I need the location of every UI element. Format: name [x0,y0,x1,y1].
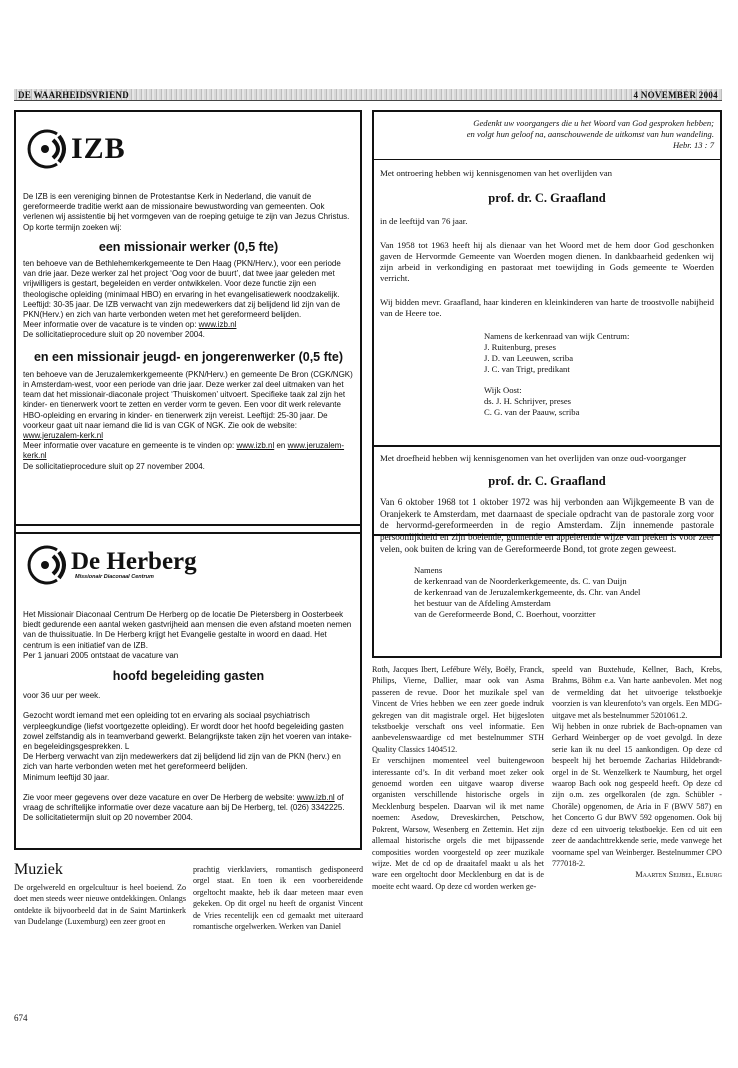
herberg-body-2: De Herberg verwacht van zijn medewerkers dat zij belijdend lid zijn van de PKN (herv.) en zich van harte verbonden weten met het gereformeerd belijden. [23,752,341,772]
herberg-logo [23,534,354,596]
herberg-intro-2: Per 1 januari 2005 ontstaat de vacature van [23,650,179,660]
izb-body-1: ten behoeve van de Bethlehemkerkgemeente te Den Haag (PKN/Herv.), voor een periode van drie jaar. Deze werker zal het project ‘Oog voor de buurt’, dat twee jaar geleden met vrijwilligers is gestart, begeleiden en verder ontwikkelen. Voor deze functie zijn een theologische opleiding (minimaal HBO) en ervaring in het evangelisatiewerk noodzakelijk. Leeftijd: 30-35 jaar. De IZB verwacht van zijn medewerkers dat zij belijdend lid zijn van de PKN(Herv.) en zich van harte verbonden weten met het gereformeerd belijden. [23,259,341,320]
herberg-close: De sollicitatietermijn sluit op 20 november 2004. [23,813,193,823]
article-column-3-paragraph-2: Er verschijnen momenteel veel buitengewoon interessante cd’s. In dit verband moet zeker ook genoemd worden een uitgave waarop diverse organisten verschillende historische orgels in Mecklenburg bespelen. Daarvan wil ik met name noemen: Asedow, Dreveskirchen, Petschow, Pokrent, Warsow, Wesenberg en Zettemin. Het zijn allemaal historische orgels die met bijpassende composities worden voorgesteld op zeer muzikale wijze. Met de cd op de draaitafel maakt u als het ware een orgeltocht door Mecklenburg en dat is de moeite echt waard. Op deze cd worden werken ge- [372,756,544,891]
obituary-2-signature-1: de kerkenraad van de Noorderkerkgemeente, ds. C. van Duijn [414,576,627,587]
article-title: Muziek [14,861,63,878]
izb-body-1-info-text: Meer informatie over de vacature is te vinden op: [23,320,199,330]
herberg-info [23,793,354,813]
verse-line-2: en volgt hun geloof na, aanschouwende de uitkomst van hun wandeling. [466,129,714,139]
obituary-2-intro: Met droefheid hebben wij kennisgenomen van het overlijden van onze oud-voorganger [380,453,687,463]
obituary-2-signature-head: Namens [414,565,443,576]
article-column-2: prachtig vierklaviers, romantisch gedisponeerd orgel staat. En toen ik een voorbereidende orgeltocht maakte, heb ik daar meteen maar even gekeken. Op dit orgel nu heeft de organist Vincent de Vries recentelijk een cd gemaakt met uiteraard romantische orgelwerken. Werken van Daniel [193,865,363,932]
divider [374,159,720,160]
obituary-2-paragraph: Van 6 oktober 1968 tot 1 oktober 1972 was hij verbonden aan Wijkgemeente B van de Oranjekerk te Amsterdam, met daarnaast de speciale opdracht van de pastorale zorg voor de hervormd-gereformeerden in de regio Amsterdam. Zijn innemende pastorale persoonlijkheid en zijn boeiende, gunnende en appelerende wijze van preken is voor zeer velen, ook buiten de kring van de Gereformeerde Bond, tot grote zegen geweest. [380,497,714,554]
izb-body-2-close: De sollicitatieprocedure sluit op 27 november 2004. [23,461,205,471]
herberg-link[interactable]: www.izb.nl [296,792,335,802]
masthead [14,89,722,101]
herberg-logo-text: De Herberg [71,548,197,576]
izb-intro: De IZB is een vereniging binnen de Protestantse Kerk in Nederland, die vanuit de gereformeerde traditie werkt aan de missionaire bewustwording van gemeenten. Ook verlenen wij assistentie bij het vormgeven van de roeping getuige te zijn van Jezus Christus. Op korte termijn zoeken wij: [23,192,350,232]
herberg-advertisement [14,524,362,850]
obituary-2-signature-3: het bestuur van de Afdeling Amsterdam [414,598,551,609]
masthead-title: DE WAARHEIDSVRIEND [18,90,130,100]
article-byline: Maarten Seijbel, Elburg [635,870,722,880]
obituary-2-signature-4: van de Gereformeerde Bond, C. Boerhout, voorzitter [414,609,596,620]
obituary-1-signature-3: J. C. van Trigt, predikant [484,364,570,375]
izb-logo [23,120,354,178]
izb-body-2-text: ten behoeve van de Jeruzalemkerkgemeente (PKN/Herv.) en gemeente De Bron (CGK/NGK) in Amsterdam-west, voor een periode van drie jaar. Deze werker zal deel uitmaken van het team dat het missionair-diaconale project ‘Thuiskomen’ uitvoert. Specifieke taak zal zijn het kinder- en tienerwerk voort te zetten en verder vorm te geven. Een voor dit werk relevante HBO-opleiding en ervaring in kinder- en tienerwerk zijn vereist. Leeftijd: 25-30 jaar. De voorkeur gaat uit naar iemand die lid is van CGK of NGK. Zie ook de website: [23,369,353,430]
bible-verse [374,112,720,151]
herberg-body-3: Minimum leeftijd 30 jaar. [23,772,110,782]
herberg-info-text: Zie voor meer gegevens over deze vacature en over De Herberg de website: [23,792,297,802]
obituary-1-intro: Met ontroering hebben wij kennisgenomen van het overlijden van [380,168,613,178]
izb-link-jeruzalem[interactable]: www.jeruzalem-kerk.nl [23,431,104,441]
izb-link-2[interactable]: www.izb.nl [236,441,275,451]
obituary-2-signature-2: de kerkenraad van de Jeruzalemkerkgemeente, ds. Chr. van Andel [414,587,641,598]
article-column-4-paragraph-1: speeld van Buxtehude, Kellner, Bach, Krebs, Brahms, Böhm e.a. Van harte aanbevolen. Met nog de vermelding dat het uitvoerige tekstboekje voorzien is van kleurenfoto’s van orgels. Een MDG-uitgave met als bestelnummer 5201061.2. [552,665,722,720]
izb-body-2 [23,370,354,441]
izb-advertisement [14,110,362,534]
obituary-1-age: in de leeftijd van 76 jaar. [380,216,468,227]
article-column-1: De orgelwereld en orgelcultuur is heel boeiend. Zo doet men steeds weer nieuwe ontdekkingen. Onlangs ontdekte ik bijvoorbeeld dat in de Saint Martinkerk van Dudelange (Luxemburg) een zeer groot en [14,883,186,927]
obituary-1-paragraph-2: Wij bidden mevr. Graafland, haar kinderen en kleinkinderen van harte de troostvolle nabijheid van de Heere toe. [380,296,714,319]
izb-heading-2: en een missionair jeugd- en jongerenwerker (0,5 fte) [33,349,344,364]
article-column-3 [372,664,544,892]
verse-reference: Hebr. 13 : 7 [672,140,714,150]
izb-body-1-info [23,320,354,330]
obituary-amsterdam [372,445,722,658]
article-column-3-paragraph-1: Roth, Jacques Ibert, Lefébure Wély, Boëly, Franck, Philips, Vierne, Dallier, maar ook van Asma passeren de revue. Door het muzikale spel van Vincent de Vries hebben we een zeer goede indruk gekregen van dit magistrale orgel. Het bijgesloten tekstboekje verschaft ons veel informatie. Een aanbevelenswaardige cd met bestelnummer STH Quality Classics 1404512. [372,665,544,754]
izb-body-2-info [23,441,354,461]
herberg-heading: hoofd begeleiding gasten [112,669,265,684]
herberg-hours: voor 36 uur per week. [23,691,101,701]
herberg-info-rest: of vraag de schriftelijke informatie over deze vacature aan bij De Herberg, tel. (026) 3342225. [23,792,345,813]
obituary-1-signature-head-2: Wijk Oost: [484,385,522,396]
obituary-1-signature-head: Namens de kerkenraad van wijk Centrum: [484,331,630,342]
obituary-1-signature-4: ds. J. H. Schrijver, preses [484,396,572,407]
izb-link-1[interactable]: www.izb.nl [198,320,237,330]
izb-link-jeruzalem-2[interactable]: www.jeruzalem-kerk.nl [23,441,345,461]
obituary-1-signature-5: C. G. van der Paauw, scriba [484,407,580,418]
izb-body-2-and: en [274,441,288,451]
izb-logo-text: IZB [71,132,126,165]
herberg-body: Gezocht wordt iemand met een opleiding tot en ervaring als sociaal psychiatrisch verpleegkundige (liefst voortgezette opleiding). Er wordt door het hoofd begeleiding gasten zowel zelfstandig als in teamverband gewerkt. Belangrijkste taken zijn het voeren van intake- en begeleidingsgesprekken. L [23,711,352,752]
article-column-4-paragraph-2: Wij hebben in onze rubriek de Bach-opnamen van Gerhard Weinberger op de voet gevolgd. In deze serie kan ik nu deel 15 aankondigen. Op deze cd bespeelt hij het beroemde Zacharias Hildebrandt-orgel in de St. Wenzelkerk te Naumburg, het orgel waarop Bach ook nog gespeeld heeft. Op deze cd zijn o.m. zes orgelkoralen (de zgn. Schübler - Chorāle) opgenomen, de Aria in F (BWV 587) en het Concerto G dur BWV 592 opgenomen. Ook bij deze cd een uitvoerig tekstboekje. Een cd uit een zeer de aandachttrekkende serie, mede vanwege het voorname spel van Weinberger. Bestelnummer CPO 777018-2. [552,722,722,868]
obituary-1-signature-1: J. Ruitenburg, preses [484,342,556,353]
page-number: 674 [14,1013,28,1023]
article-column-4 [552,664,722,881]
izb-body-1-close: De sollicitatieprocedure sluit op 20 november 2004. [23,330,205,340]
obituary-1-signature-2: J. D. van Leeuwen, scriba [484,353,574,364]
herberg-intro: Het Missionair Diaconaal Centrum De Herberg op de locatie De Pietersberg in Oosterbeek biedt gedurende een aantal weken gastvrijheid aan mensen die even afstand moeten nemen van de thuissituatie. In De Herberg krijgt het Evangelie gestalte in woord en daad. Het centrum is een initiatief van de IZB. [23,610,352,650]
herberg-logo-icon [23,542,69,588]
obituary-2-name: prof. dr. C. Graafland [488,474,606,489]
izb-heading-1: een missionair werker (0,5 fte) [98,239,279,254]
obituary-1-name: prof. dr. C. Graafland [488,191,606,206]
herberg-logo-subtitle: Missionair Diaconaal Centrum [75,574,154,581]
izb-body-2-info-text: Meer informatie over vacature en gemeente is te vinden op: [23,441,237,451]
obituary-1-paragraph-1: Van 1958 tot 1963 heeft hij als dienaar van het Woord met de hem door God geschonken gaven de Hervormde Gemeente van Woerden mogen dienen. In dankbaarheid gedenken wij zijn arbeid in verkondiging en pastoraat met toewijding in Gods gemeente te Woerden verricht. [380,239,714,284]
masthead-date: 4 NOVEMBER 2004 [633,90,718,100]
verse-line-1: Gedenkt uw voorgangers die u het Woord van God gesproken hebben; [473,118,714,128]
izb-logo-icon [23,126,69,172]
